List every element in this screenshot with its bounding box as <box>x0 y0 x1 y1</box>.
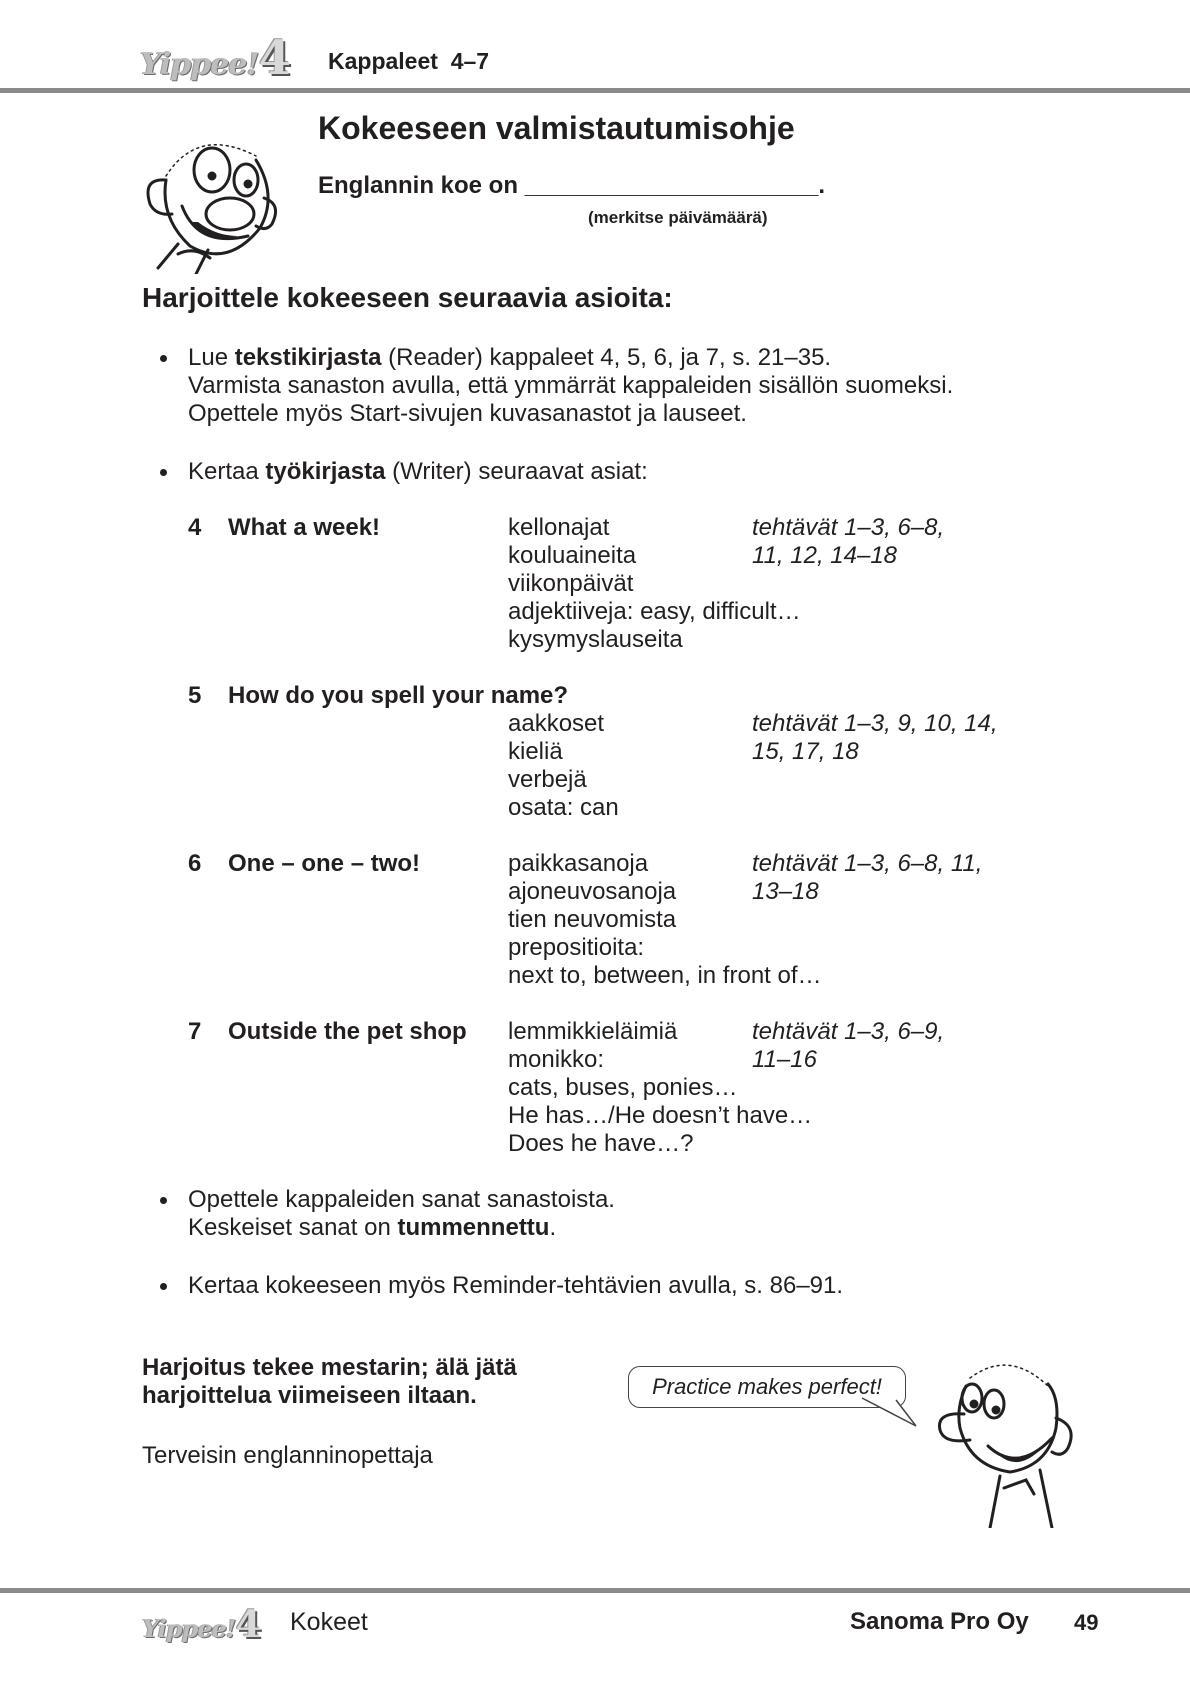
unit-topics: aakkoset kieliä verbejä osata: can <box>508 710 619 821</box>
bullet-line: Opettele myös Start-sivujen kuvasanastot ja lauseet. <box>188 400 747 427</box>
bullet-line: Varmista sanaston avulla, että ymmärrät kappaleiden sisällön suomeksi. <box>188 372 954 399</box>
unit-topics: lemmikkieläimiä monikko: cats, buses, ponies… He has…/He doesn’t have… Does he have…? <box>508 1018 813 1157</box>
footer-rule <box>0 1588 1190 1593</box>
header-rule <box>0 88 1190 93</box>
exam-date-field[interactable]: ______________________. <box>524 172 826 199</box>
motto-line: harjoittelua viimeiseen iltaan. <box>142 1382 477 1409</box>
section-heading: Harjoittele kokeeseen seuraavia asioita: <box>142 282 673 313</box>
header-title: Kappaleet 4–7 <box>328 48 490 74</box>
unit-tasks: tehtävät 1–3, 6–8, 11, 13–18 <box>752 850 983 905</box>
bullet-icon <box>160 1197 167 1204</box>
footer-label: Kokeet <box>290 1608 368 1636</box>
footer-publisher: Sanoma Pro Oy <box>850 1608 1029 1635</box>
unit-title: One – one – two! <box>228 850 421 877</box>
unit-topics: paikkasanoja ajoneuvosanoja tien neuvomista prepositioita: next to, between, in front of… <box>508 850 822 989</box>
footer-logo <box>142 1602 260 1646</box>
cartoon-boy-icon <box>138 118 288 274</box>
bullet-line: Kertaa kokeeseen myös Reminder-tehtävien avulla, s. 86–91. <box>188 1272 844 1299</box>
unit-number: 6 <box>188 850 202 877</box>
unit-number: 4 <box>188 514 202 541</box>
unit-tasks: tehtävät 1–3, 9, 10, 14, 15, 17, 18 <box>752 710 998 765</box>
motto <box>142 1354 517 1410</box>
unit-title: Outside the pet shop <box>228 1018 467 1045</box>
bullet-line: Opettele kappaleiden sanat sanastoista. <box>188 1186 615 1213</box>
page-title: Kokeeseen valmistautumisohje <box>318 110 795 146</box>
exam-date-line <box>318 172 825 200</box>
motto-line: Harjoitus tekee mestarin; älä jätä <box>142 1354 517 1381</box>
logo-text: Yippee! <box>142 1614 236 1643</box>
bullet-icon <box>160 355 167 362</box>
unit-number: 7 <box>188 1018 202 1045</box>
exam-date-hint: (merkitse päivämäärä) <box>588 208 768 227</box>
exam-date-label: Englannin koe on <box>318 172 519 199</box>
unit-topics: kellonajat kouluaineita viikonpäivät adjektiiveja: easy, difficult… kysymyslauseita <box>508 514 801 653</box>
bullet-line: Lue tekstikirjasta (Reader) kappaleet 4, 5, 6, ja 7, s. 21–35. <box>188 344 832 371</box>
unit-title: How do you spell your name? <box>228 682 569 709</box>
page-number: 49 <box>1074 1610 1099 1635</box>
bullet-line: Kertaa työkirjasta (Writer) seuraavat asiat: <box>188 458 648 485</box>
bullet-line: Keskeiset sanat on tummennettu. <box>188 1214 557 1241</box>
header-logo <box>140 30 290 85</box>
cartoon-teacher-icon <box>930 1348 1080 1528</box>
logo-number: 4 <box>235 1602 261 1646</box>
unit-tasks: tehtävät 1–3, 6–8, 11, 12, 14–18 <box>752 514 945 569</box>
speech-bubble-tail-icon <box>860 1396 920 1432</box>
logo-number: 4 <box>258 30 290 85</box>
unit-tasks: tehtävät 1–3, 6–9, 11–16 <box>752 1018 945 1073</box>
unit-title: What a week! <box>228 514 381 541</box>
logo-text: Yippee! <box>140 47 259 82</box>
speech-bubble: Practice makes perfect! <box>628 1366 906 1408</box>
signature: Terveisin englanninopettaja <box>142 1442 433 1469</box>
bullet-icon <box>160 469 167 476</box>
bullet-icon <box>160 1283 167 1290</box>
unit-number: 5 <box>188 682 202 709</box>
